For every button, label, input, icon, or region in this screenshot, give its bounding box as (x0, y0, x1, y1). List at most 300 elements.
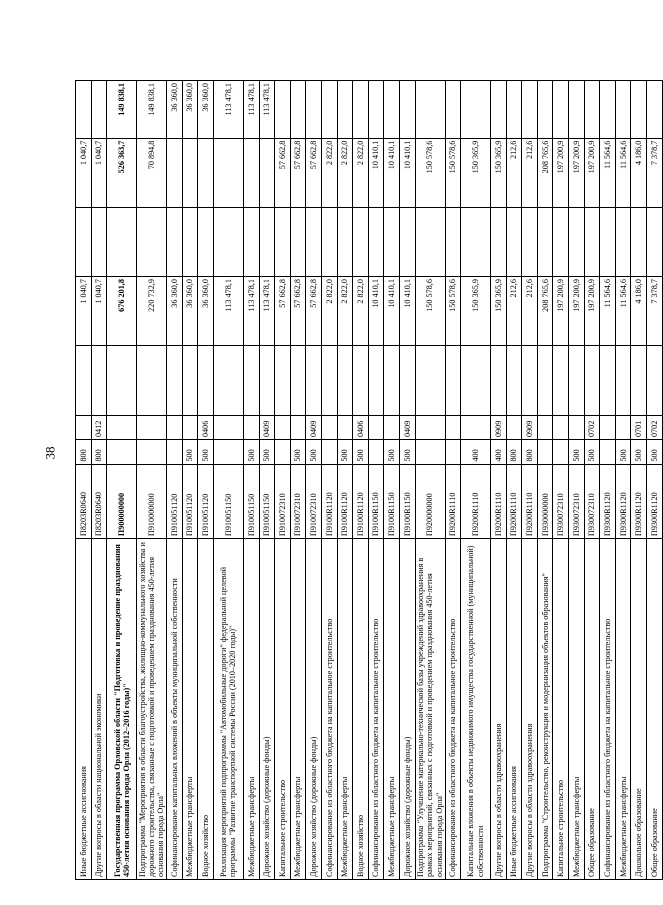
amount-cell-1 (259, 346, 275, 415)
target-article-cell: П910000000 (137, 464, 167, 539)
amount-federal-cell (647, 81, 663, 139)
target-article-cell: П9300R1120 (615, 464, 631, 539)
table-row (368, 81, 384, 880)
row-name-cell: Софинансирование из областного бюджета на капитальное строительство (321, 539, 337, 880)
row-name-cell: Иные бюджетные ассигнования (506, 539, 522, 880)
section-code-cell: 0701 (631, 415, 647, 440)
amount-federal-cell (445, 81, 461, 139)
target-article-cell: П910051150 (259, 464, 275, 539)
amount-cell-1 (107, 346, 137, 415)
target-article-cell: П910051150 (243, 464, 259, 539)
section-code-cell (506, 415, 522, 440)
section-code-cell (321, 415, 337, 440)
section-code-cell (167, 415, 183, 440)
amount-cell-1 (91, 346, 107, 415)
expense-type-cell: 800 (522, 440, 538, 465)
amount-regional-cell: 197 200,9 (584, 138, 600, 207)
target-article-cell: П8203R0640 (91, 464, 107, 539)
amount-cell-1 (537, 346, 553, 415)
table-row (615, 81, 631, 880)
amount-cell-1 (553, 346, 569, 415)
row-name-cell: Межбюджетные трансферты (384, 539, 400, 880)
amount-cell-1 (306, 346, 322, 415)
amount-cell-2 (321, 207, 337, 276)
row-name-cell: Другие вопросы в области здравоохранения (491, 539, 507, 880)
amount-total-cell: 57 662,8 (290, 277, 306, 346)
expense-type-cell (537, 440, 553, 465)
amount-total-cell: 197 200,9 (569, 277, 585, 346)
section-code-cell (182, 415, 198, 440)
section-code-cell: 0406 (198, 415, 214, 440)
amount-total-cell: 197 200,9 (584, 277, 600, 346)
table-row (399, 81, 415, 880)
amount-total-cell: 212,6 (506, 277, 522, 346)
table-row (76, 81, 92, 880)
amount-cell-2 (600, 207, 616, 276)
expense-type-cell (107, 440, 137, 465)
section-code-cell: 0406 (353, 415, 369, 440)
section-code-cell (415, 415, 445, 440)
row-name-cell: Капитальное строительство (553, 539, 569, 880)
amount-federal-cell (275, 81, 291, 139)
amount-federal-cell (399, 81, 415, 139)
page-number: 38 (42, 446, 58, 460)
amount-total-cell: 113 478,1 (259, 277, 275, 346)
amount-total-cell: 1 040,7 (76, 277, 92, 346)
amount-federal-cell (615, 81, 631, 139)
amount-cell-2 (506, 207, 522, 276)
table-row (337, 81, 353, 880)
amount-total-cell: 10 410,1 (384, 277, 400, 346)
row-name-cell: Капитальное строительство (275, 539, 291, 880)
amount-cell-1 (384, 346, 400, 415)
table-row (107, 81, 137, 880)
expense-type-cell: 500 (259, 440, 275, 465)
amount-cell-1 (445, 346, 461, 415)
amount-total-cell: 36 360,0 (167, 277, 183, 346)
amount-regional-cell: 150 365,9 (491, 138, 507, 207)
table-row (584, 81, 600, 880)
amount-federal-cell (353, 81, 369, 139)
amount-cell-2 (368, 207, 384, 276)
table-row (213, 81, 243, 880)
row-name-cell: Софинансирование из областного бюджета на капитальное строительство (368, 539, 384, 880)
expense-type-cell (137, 440, 167, 465)
expense-type-cell: 500 (647, 440, 663, 465)
table-row (537, 81, 553, 880)
amount-cell-2 (259, 207, 275, 276)
section-code-cell (107, 415, 137, 440)
amount-total-cell: 1 040,7 (91, 277, 107, 346)
amount-total-cell: 57 662,8 (275, 277, 291, 346)
expense-type-cell: 500 (182, 440, 198, 465)
amount-federal-cell (337, 81, 353, 139)
row-name-cell: Межбюджетные трансферты (337, 539, 353, 880)
amount-total-cell: 57 662,8 (306, 277, 322, 346)
amount-cell-2 (399, 207, 415, 276)
amount-cell-2 (569, 207, 585, 276)
amount-regional-cell: 197 200,9 (553, 138, 569, 207)
amount-cell-1 (321, 346, 337, 415)
section-code-cell (337, 415, 353, 440)
amount-total-cell: 212,6 (522, 277, 538, 346)
target-article-cell: П910051120 (167, 464, 183, 539)
amount-federal-cell (522, 81, 538, 139)
amount-federal-cell: 149 838,1 (137, 81, 167, 139)
amount-regional-cell: 526 363,7 (107, 138, 137, 207)
amount-regional-cell: 2 822,0 (337, 138, 353, 207)
expense-type-cell (368, 440, 384, 465)
amount-cell-2 (275, 207, 291, 276)
amount-cell-2 (445, 207, 461, 276)
section-code-cell (615, 415, 631, 440)
expense-type-cell (553, 440, 569, 465)
amount-federal-cell: 36 360,0 (167, 81, 183, 139)
expense-type-cell: 500 (198, 440, 214, 465)
amount-cell-2 (461, 207, 491, 276)
target-article-cell: П8203R0640 (76, 464, 92, 539)
amount-cell-2 (615, 207, 631, 276)
amount-regional-cell: 150 578,6 (445, 138, 461, 207)
amount-cell-2 (107, 207, 137, 276)
section-code-cell (600, 415, 616, 440)
amount-cell-1 (275, 346, 291, 415)
amount-cell-2 (306, 207, 322, 276)
amount-total-cell: 113 478,1 (213, 277, 243, 346)
amount-cell-1 (461, 346, 491, 415)
amount-federal-cell (491, 81, 507, 139)
expense-type-cell: 800 (76, 440, 92, 465)
amount-total-cell: 150 578,6 (415, 277, 445, 346)
section-code-cell (213, 415, 243, 440)
table-row (137, 81, 167, 880)
amount-total-cell: 197 200,9 (553, 277, 569, 346)
row-name-cell: Дорожное хозяйство (дорожные фонды) (306, 539, 322, 880)
amount-federal-cell: 36 360,0 (198, 81, 214, 139)
amount-cell-1 (615, 346, 631, 415)
target-article-cell: П9100R1150 (384, 464, 400, 539)
table-row (321, 81, 337, 880)
amount-federal-cell (76, 81, 92, 139)
expense-type-cell (167, 440, 183, 465)
amount-cell-1 (631, 346, 647, 415)
amount-cell-1 (243, 346, 259, 415)
section-code-cell: 0409 (306, 415, 322, 440)
amount-regional-cell: 150 365,9 (461, 138, 491, 207)
row-name-cell: Водное хозяйство (353, 539, 369, 880)
amount-cell-1 (198, 346, 214, 415)
expense-type-cell: 500 (384, 440, 400, 465)
row-name-cell: Другие вопросы в области национальной экономики (91, 539, 107, 880)
amount-federal-cell (384, 81, 400, 139)
amount-cell-1 (522, 346, 538, 415)
target-article-cell: П9200R1110 (522, 464, 538, 539)
amount-regional-cell: 11 564,6 (600, 138, 616, 207)
table-row (522, 81, 538, 880)
table-row (600, 81, 616, 880)
amount-federal-cell (600, 81, 616, 139)
amount-cell-1 (399, 346, 415, 415)
amount-regional-cell (198, 138, 214, 207)
row-name-cell: Дошкольное образование (631, 539, 647, 880)
amount-cell-1 (491, 346, 507, 415)
expense-type-cell (213, 440, 243, 465)
amount-federal-cell: 113 478,1 (243, 81, 259, 139)
row-name-cell: Подпрограмма "Улучшение материально-технической базы учреждений здравоохранения в рамках мероприятий, связанных с подготовкой и проведением празднования 450-летия основания города Орла" (415, 539, 445, 880)
amount-cell-1 (182, 346, 198, 415)
row-name-cell: Межбюджетные трансферты (182, 539, 198, 880)
section-code-cell (137, 415, 167, 440)
table-row (290, 81, 306, 880)
expense-type-cell: 500 (615, 440, 631, 465)
amount-regional-cell (182, 138, 198, 207)
table-row (167, 81, 183, 880)
amount-regional-cell: 70 894,8 (137, 138, 167, 207)
amount-cell-1 (353, 346, 369, 415)
table-row (91, 81, 107, 880)
amount-total-cell: 10 410,1 (368, 277, 384, 346)
section-code-cell (553, 415, 569, 440)
target-article-cell: П910072310 (275, 464, 291, 539)
section-code-cell (537, 415, 553, 440)
amount-cell-1 (368, 346, 384, 415)
row-name-cell: Общее образование (584, 539, 600, 880)
amount-federal-cell: 113 478,1 (213, 81, 243, 139)
expense-type-cell: 500 (631, 440, 647, 465)
amount-regional-cell (213, 138, 243, 207)
amount-federal-cell (584, 81, 600, 139)
table-row (461, 81, 491, 880)
amount-total-cell: 150 365,9 (461, 277, 491, 346)
expense-type-cell (415, 440, 445, 465)
amount-cell-2 (198, 207, 214, 276)
amount-total-cell: 7 378,7 (647, 277, 663, 346)
amount-cell-1 (569, 346, 585, 415)
amount-regional-cell: 1 040,7 (91, 138, 107, 207)
row-name-cell: Дорожное хозяйство (дорожные фонды) (259, 539, 275, 880)
target-article-cell: П9100R1120 (353, 464, 369, 539)
section-code-cell: 0909 (522, 415, 538, 440)
row-name-cell: Водное хозяйство (198, 539, 214, 880)
amount-regional-cell: 7 378,7 (647, 138, 663, 207)
row-name-cell: Иные бюджетные ассигнования (76, 539, 92, 880)
amount-cell-2 (647, 207, 663, 276)
amount-federal-cell (569, 81, 585, 139)
row-name-cell: Общее образование (647, 539, 663, 880)
row-name-cell: Межбюджетные трансферты (615, 539, 631, 880)
amount-cell-2 (491, 207, 507, 276)
expense-type-cell: 500 (290, 440, 306, 465)
expense-type-cell: 800 (91, 440, 107, 465)
expense-type-cell: 500 (569, 440, 585, 465)
row-name-cell: Межбюджетные трансферты (290, 539, 306, 880)
amount-federal-cell (321, 81, 337, 139)
expense-type-cell (445, 440, 461, 465)
target-article-cell: П9100R1150 (368, 464, 384, 539)
amount-total-cell: 676 201,8 (107, 277, 137, 346)
amount-regional-cell: 10 410,1 (368, 138, 384, 207)
amount-cell-2 (584, 207, 600, 276)
amount-federal-cell (91, 81, 107, 139)
row-name-cell: Капитальные вложения в объекты недвижимого имущества государственной (муниципальной) собственности (461, 539, 491, 880)
amount-total-cell: 208 765,6 (537, 277, 553, 346)
amount-regional-cell: 11 564,6 (615, 138, 631, 207)
target-article-cell: П9200R1110 (491, 464, 507, 539)
amount-total-cell: 113 478,1 (243, 277, 259, 346)
amount-federal-cell: 36 360,0 (182, 81, 198, 139)
amount-regional-cell: 197 200,9 (569, 138, 585, 207)
expense-type-cell: 400 (491, 440, 507, 465)
target-article-cell: П9200R1110 (506, 464, 522, 539)
amount-regional-cell: 57 662,8 (306, 138, 322, 207)
target-article-cell: П930072310 (553, 464, 569, 539)
section-code-cell: 0702 (647, 415, 663, 440)
target-article-cell: П9300R1120 (600, 464, 616, 539)
section-code-cell: 0909 (491, 415, 507, 440)
amount-federal-cell (506, 81, 522, 139)
amount-regional-cell: 2 822,0 (353, 138, 369, 207)
target-article-cell: П910072310 (306, 464, 322, 539)
row-name-cell: Софинансирование из областного бюджета на капитальное строительство (445, 539, 461, 880)
row-name-cell: Реализация мероприятий подпрограммы "Автомобильные дороги" федеральной целевой программы "Развитие транспортной системы России (2010–2020 годы)" (213, 539, 243, 880)
amount-total-cell: 36 360,0 (198, 277, 214, 346)
amount-cell-2 (137, 207, 167, 276)
expense-type-cell: 500 (337, 440, 353, 465)
target-article-cell: П910051120 (198, 464, 214, 539)
amount-cell-2 (384, 207, 400, 276)
amount-regional-cell: 4 186,0 (631, 138, 647, 207)
expense-type-cell (321, 440, 337, 465)
amount-total-cell: 4 186,0 (631, 277, 647, 346)
section-code-cell (290, 415, 306, 440)
amount-cell-1 (337, 346, 353, 415)
section-code-cell (275, 415, 291, 440)
rotated-page-content (75, 80, 659, 880)
table-row (491, 81, 507, 880)
amount-cell-2 (415, 207, 445, 276)
amount-regional-cell: 2 822,0 (321, 138, 337, 207)
amount-regional-cell: 57 662,8 (275, 138, 291, 207)
amount-cell-1 (647, 346, 663, 415)
expense-type-cell: 500 (243, 440, 259, 465)
amount-federal-cell: 149 838,1 (107, 81, 137, 139)
amount-federal-cell (290, 81, 306, 139)
table-row (259, 81, 275, 880)
target-article-cell: П930072310 (569, 464, 585, 539)
amount-regional-cell (167, 138, 183, 207)
section-code-cell (461, 415, 491, 440)
target-article-cell: П9100R1150 (399, 464, 415, 539)
target-article-cell: П910051120 (182, 464, 198, 539)
section-code-cell: 0409 (399, 415, 415, 440)
section-code-cell (76, 415, 92, 440)
amount-regional-cell: 150 578,6 (415, 138, 445, 207)
amount-cell-1 (76, 346, 92, 415)
amount-cell-2 (213, 207, 243, 276)
table-row (353, 81, 369, 880)
amount-federal-cell (306, 81, 322, 139)
table-row (569, 81, 585, 880)
section-code-cell (243, 415, 259, 440)
target-article-cell: П9200R1110 (461, 464, 491, 539)
expense-type-cell (600, 440, 616, 465)
table-row (243, 81, 259, 880)
amount-total-cell: 2 822,0 (321, 277, 337, 346)
section-code-cell (384, 415, 400, 440)
row-name-cell: Дорожное хозяйство (дорожные фонды) (399, 539, 415, 880)
amount-cell-2 (337, 207, 353, 276)
section-code-cell (569, 415, 585, 440)
table-row (415, 81, 445, 880)
expense-type-cell: 500 (353, 440, 369, 465)
amount-regional-cell: 212,6 (522, 138, 538, 207)
amount-total-cell: 11 564,6 (600, 277, 616, 346)
expense-type-cell: 500 (306, 440, 322, 465)
amount-federal-cell (461, 81, 491, 139)
amount-cell-1 (213, 346, 243, 415)
row-name-cell: Другие вопросы в области здравоохранения (522, 539, 538, 880)
target-article-cell: П910051150 (213, 464, 243, 539)
amount-cell-1 (584, 346, 600, 415)
amount-total-cell: 2 822,0 (337, 277, 353, 346)
amount-cell-1 (137, 346, 167, 415)
amount-total-cell: 10 410,1 (399, 277, 415, 346)
amount-federal-cell (368, 81, 384, 139)
table-row (306, 81, 322, 880)
table-row (647, 81, 663, 880)
target-article-cell: П9300R1120 (631, 464, 647, 539)
budget-table (75, 80, 663, 880)
row-name-cell: Софинансирование капитальных вложений в объекты муниципальной собственности (167, 539, 183, 880)
section-code-cell (368, 415, 384, 440)
amount-cell-2 (353, 207, 369, 276)
target-article-cell: П920000000 (415, 464, 445, 539)
table-row (506, 81, 522, 880)
table-row (445, 81, 461, 880)
target-article-cell: П910072310 (290, 464, 306, 539)
target-article-cell: П900000000 (107, 464, 137, 539)
target-article-cell: П9300R1120 (647, 464, 663, 539)
amount-federal-cell (415, 81, 445, 139)
table-row (275, 81, 291, 880)
budget-table-body (76, 81, 663, 880)
amount-regional-cell: 208 765,6 (537, 138, 553, 207)
amount-regional-cell: 10 410,1 (384, 138, 400, 207)
target-article-cell: П9200R1110 (445, 464, 461, 539)
row-name-cell: Софинансирование из областного бюджета на капитальное строительство (600, 539, 616, 880)
expense-type-cell: 400 (461, 440, 491, 465)
table-row (384, 81, 400, 880)
amount-federal-cell (631, 81, 647, 139)
target-article-cell: П930072310 (584, 464, 600, 539)
table-row (631, 81, 647, 880)
amount-regional-cell (259, 138, 275, 207)
amount-cell-2 (91, 207, 107, 276)
table-row (182, 81, 198, 880)
amount-regional-cell (243, 138, 259, 207)
table-row (198, 81, 214, 880)
amount-cell-2 (522, 207, 538, 276)
amount-total-cell: 11 564,6 (615, 277, 631, 346)
amount-cell-1 (290, 346, 306, 415)
amount-cell-1 (167, 346, 183, 415)
amount-cell-2 (553, 207, 569, 276)
amount-federal-cell (553, 81, 569, 139)
amount-total-cell: 150 578,6 (445, 277, 461, 346)
target-article-cell: П930000000 (537, 464, 553, 539)
amount-regional-cell: 57 662,8 (290, 138, 306, 207)
amount-regional-cell: 10 410,1 (399, 138, 415, 207)
